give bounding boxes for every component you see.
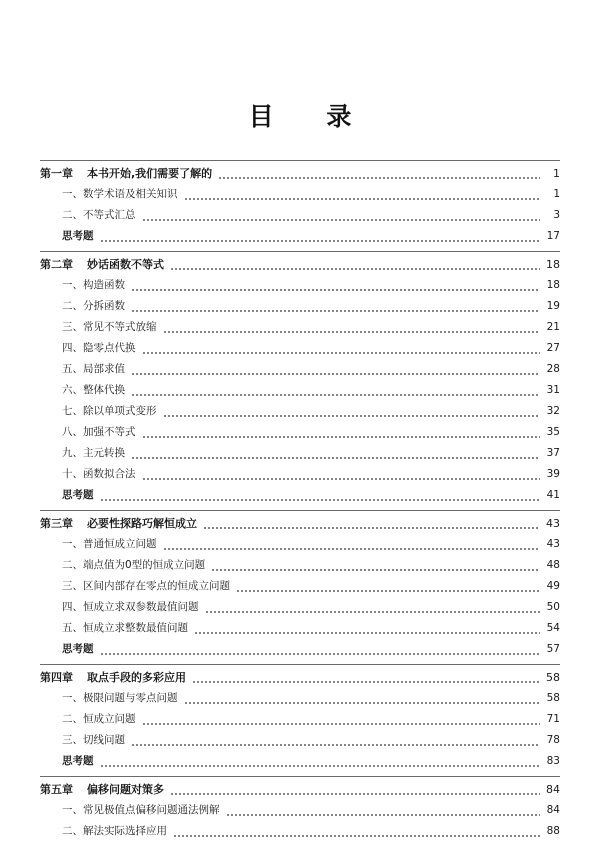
dot-leader [131, 296, 540, 317]
page-number: 1 [553, 188, 560, 200]
dot-leader [100, 485, 541, 506]
section-title: 三、常见不等式放缩 [62, 321, 157, 333]
page-number: 17 [546, 230, 560, 242]
section-title: 四、恒成立求双参数最值问题 [62, 601, 199, 613]
dot-leader [100, 226, 541, 247]
dot-leader [131, 359, 540, 380]
page-number: 58 [546, 692, 560, 704]
chapter-title: 取点手段的多彩应用 [87, 671, 186, 684]
chapter-block [40, 664, 560, 772]
dot-leader [184, 688, 541, 709]
section-entry[interactable] [40, 296, 560, 317]
page-number: 1 [553, 167, 560, 180]
page-number: 83 [546, 755, 560, 767]
dot-leader [170, 254, 540, 275]
dot-leader [211, 555, 540, 576]
chapter-number: 第四章 [40, 671, 73, 684]
page-number: 54 [546, 622, 560, 634]
chapter-number: 第一章 [40, 167, 73, 180]
dot-leader [131, 730, 540, 751]
section-entry[interactable] [40, 338, 560, 359]
exercise-title: 思考题 [62, 489, 94, 501]
dot-leader [226, 800, 541, 821]
chapter-number: 第二章 [40, 258, 73, 271]
page-number: 57 [546, 643, 560, 655]
page-number: 18 [546, 279, 560, 291]
dot-leader [142, 709, 541, 730]
section-entry[interactable] [40, 401, 560, 422]
dot-leader [236, 576, 540, 597]
page-number: 58 [546, 671, 560, 684]
dot-leader [100, 751, 541, 772]
section-title: 一、普通恒成立问题 [62, 538, 157, 550]
section-entry[interactable] [40, 821, 560, 842]
page-number: 28 [546, 363, 560, 375]
dot-leader [142, 422, 541, 443]
page-number: 27 [546, 342, 560, 354]
chapter-number: 第五章 [40, 783, 73, 796]
section-title: 一、数学术语及相关知识 [62, 188, 178, 200]
page-number: 3 [553, 209, 560, 221]
page-number: 18 [546, 258, 560, 271]
section-title: 三、区间内部存在零点的恒成立问题 [62, 580, 230, 592]
dot-leader [100, 639, 541, 660]
chapter-title: 必要性探路巧解恒成立 [87, 517, 197, 530]
section-title: 三、切线问题 [62, 734, 125, 746]
section-entry[interactable] [40, 443, 560, 464]
exercise-entry[interactable] [40, 485, 560, 506]
dot-leader [131, 380, 540, 401]
page-number: 49 [546, 580, 560, 592]
section-title: 七、除以单项式变形 [62, 405, 157, 417]
page-number: 21 [546, 321, 560, 333]
chapter-block [40, 776, 560, 842]
section-entry[interactable] [40, 275, 560, 296]
section-title: 一、常见极值点偏移问题通法例解 [62, 804, 220, 816]
dot-leader [142, 205, 541, 226]
section-entry[interactable] [40, 555, 560, 576]
chapter-title: 本书开始,我们需要了解的 [87, 167, 213, 180]
page-number: 71 [546, 713, 560, 725]
exercise-title: 思考题 [62, 230, 94, 242]
page-number: 84 [546, 783, 560, 796]
dot-leader [184, 184, 541, 205]
dot-leader [194, 618, 540, 639]
chapter-entry[interactable] [40, 513, 560, 534]
exercise-entry[interactable] [40, 226, 560, 247]
section-title: 九、主元转换 [62, 447, 125, 459]
section-entry[interactable] [40, 184, 560, 205]
section-title: 四、隐零点代换 [62, 342, 136, 354]
chapter-entry[interactable] [40, 779, 560, 800]
section-title: 二、分拆函数 [62, 300, 125, 312]
section-title: 六、整体代换 [62, 384, 125, 396]
exercise-entry[interactable] [40, 751, 560, 772]
section-entry[interactable] [40, 576, 560, 597]
chapter-block [40, 251, 560, 506]
section-title: 二、端点值为0型的恒成立问题 [62, 559, 206, 571]
page-number: 78 [546, 734, 560, 746]
page-number: 32 [546, 405, 560, 417]
section-title: 五、局部求值 [62, 363, 125, 375]
section-title: 十、函数拟合法 [62, 468, 136, 480]
section-title: 一、极限问题与零点问题 [62, 692, 178, 704]
dot-leader [192, 667, 540, 688]
section-entry[interactable] [40, 534, 560, 555]
dot-leader [218, 163, 540, 184]
page-number: 37 [546, 447, 560, 459]
section-entry[interactable] [40, 205, 560, 226]
section-title: 一、构造函数 [62, 279, 125, 291]
page-number: 35 [546, 426, 560, 438]
chapter-number: 第三章 [40, 517, 73, 530]
dot-leader [131, 443, 540, 464]
page-number: 39 [546, 468, 560, 480]
section-entry[interactable] [40, 380, 560, 401]
section-entry[interactable] [40, 317, 560, 338]
section-entry[interactable] [40, 709, 560, 730]
section-title: 二、解法实际选择应用 [62, 825, 167, 837]
section-entry[interactable] [40, 422, 560, 443]
chapter-block [40, 160, 560, 247]
chapter-title: 妙话函数不等式 [87, 258, 164, 271]
dot-leader [163, 401, 541, 422]
page-number: 48 [546, 559, 560, 571]
section-title: 八、加强不等式 [62, 426, 136, 438]
dot-leader [163, 317, 541, 338]
exercise-title: 思考题 [62, 643, 94, 655]
page-title: 目 录 [248, 102, 374, 131]
section-entry[interactable] [40, 800, 560, 821]
section-entry[interactable] [40, 688, 560, 709]
dot-leader [170, 779, 540, 800]
page-number: 43 [546, 538, 560, 550]
chapter-title: 偏移问题对策多 [87, 783, 164, 796]
exercise-entry[interactable] [40, 639, 560, 660]
section-title: 五、恒成立求整数最值问题 [62, 622, 188, 634]
chapter-entry[interactable] [40, 163, 560, 184]
chapter-block [40, 510, 560, 660]
dot-leader [131, 275, 540, 296]
page-number: 41 [546, 489, 560, 501]
section-entry[interactable] [40, 730, 560, 751]
dot-leader [163, 534, 541, 555]
toc-list [40, 160, 560, 846]
page-number: 50 [546, 601, 560, 613]
dot-leader [142, 464, 541, 485]
section-title: 二、不等式汇总 [62, 209, 136, 221]
section-entry[interactable] [40, 464, 560, 485]
dot-leader [203, 513, 540, 534]
section-entry[interactable] [40, 618, 560, 639]
section-entry[interactable] [40, 359, 560, 380]
page-number: 88 [546, 825, 560, 837]
dot-leader [205, 597, 541, 618]
dot-leader [173, 821, 540, 842]
dot-leader [142, 338, 541, 359]
page-number: 43 [546, 517, 560, 530]
section-entry[interactable] [40, 597, 560, 618]
page-number: 31 [546, 384, 560, 396]
chapter-entry[interactable] [40, 667, 560, 688]
page-number: 19 [546, 300, 560, 312]
page-number: 84 [546, 804, 560, 816]
exercise-title: 思考题 [62, 755, 94, 767]
section-title: 二、恒成立问题 [62, 713, 136, 725]
chapter-entry[interactable] [40, 254, 560, 275]
